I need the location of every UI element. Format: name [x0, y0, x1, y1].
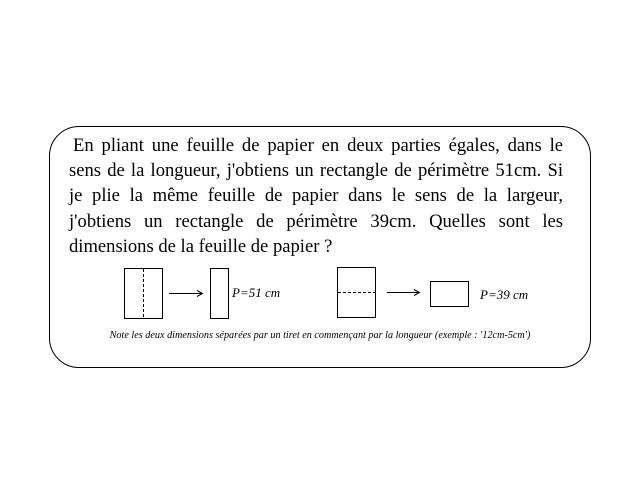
perimeter-label-lengthwise: P=51 cm — [232, 285, 281, 300]
folded-half-widthwise — [431, 282, 469, 307]
folded-half-lengthwise — [211, 269, 229, 319]
problem-statement: En pliant une feuille de papier en deux parties égales, dans le sens de la longueur, j'obtiens un rectangle de périmètre 51cm. Si je plie la même feuille de papier dans le sens de la largeur, j'obtiens un rectangle de périmètre 39cm. Quelles sont les dimensions de la feuille de papier ? — [69, 135, 563, 257]
answer-format-note: Note les deux dimensions séparées par un tiret en commençant par la longueur (exemple : '12cm-5cm') — [109, 330, 531, 341]
perimeter-label-widthwise: P=39 cm — [480, 287, 529, 302]
